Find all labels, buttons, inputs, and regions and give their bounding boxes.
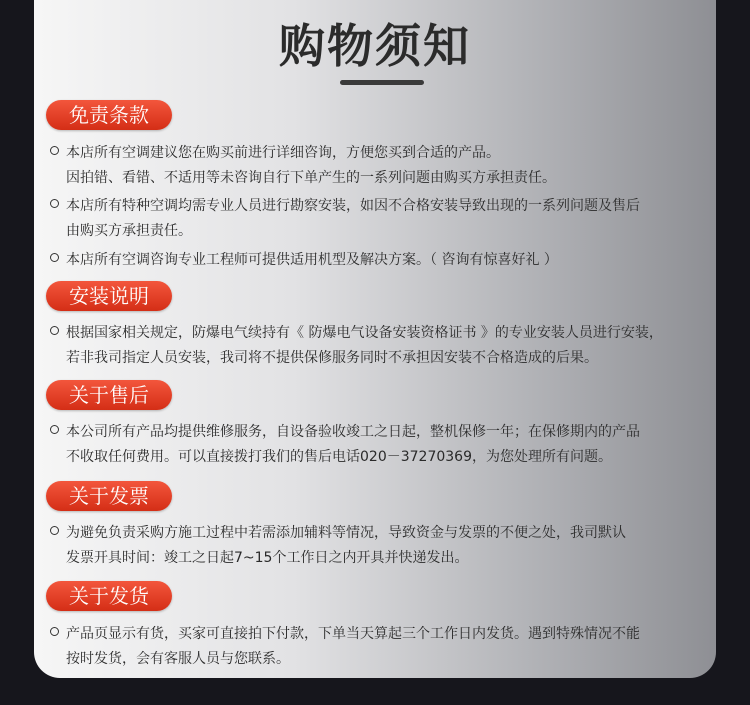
section-label-shipping: 关于发货 xyxy=(46,581,172,611)
section-label-disclaimer: 免责条款 xyxy=(46,100,172,130)
item-line: 产品页显示有货，买家可直接拍下付款，下单当天算起三个工作日内发货。遇到特殊情况不能 xyxy=(66,626,640,642)
item-line: 发票开具时间：竣工之日起7~15个工作日之内开具并快递发出。 xyxy=(66,550,469,566)
item-line: 根据国家相关规定，防爆电气续持有《 防爆电气设备安装资格证书 》的专业安装人员进行安装， xyxy=(66,325,663,341)
circle-bullet-icon xyxy=(50,146,59,155)
item-line: 因拍错、看错、不适用等未咨询自行下单产生的一系列问题由购买方承担责任。 xyxy=(66,170,556,186)
item-text xyxy=(66,321,663,371)
circle-bullet-icon xyxy=(50,425,59,434)
item-line: 由购买方承担责任。 xyxy=(66,223,192,239)
item-line: 不收取任何费用。可以直接拨打我们的售后电话020－37270369，为您处理所有问题。 xyxy=(66,449,612,465)
page-title: 购物须知 xyxy=(279,19,471,73)
item-line: 若非我司指定人员安装，我司将不提供保修服务同时不承担因安装不合格造成的后果。 xyxy=(66,350,598,366)
item-text xyxy=(66,141,556,191)
item-line: 为避免负责采购方施工过程中若需添加辅料等情况，导致资金与发票的不便之处，我司默认 xyxy=(66,525,626,541)
item-text xyxy=(66,420,640,470)
section-label-after-sales: 关于售后 xyxy=(46,380,172,410)
item-text xyxy=(66,521,626,571)
title-underline xyxy=(340,80,424,85)
item-text xyxy=(66,248,558,273)
circle-bullet-icon xyxy=(50,199,59,208)
notice-card xyxy=(34,0,716,678)
circle-bullet-icon xyxy=(50,253,59,262)
circle-bullet-icon xyxy=(50,326,59,335)
section-label-installation: 安装说明 xyxy=(46,281,172,311)
item-line: 本店所有空调建议您在购买前进行详细咨询，方便您买到合适的产品。 xyxy=(66,145,500,161)
item-text xyxy=(66,194,640,244)
item-line: 本店所有特种空调均需专业人员进行勘察安装，如因不合格安装导致出现的一系列问题及售后 xyxy=(66,198,640,214)
item-line: 本公司所有产品均提供维修服务，自设备验收竣工之日起，整机保修一年；在保修期内的产品 xyxy=(66,424,640,440)
item-line: 本店所有空调咨询专业工程师可提供适用机型及解决方案。（ 咨询有惊喜好礼 ） xyxy=(66,252,558,268)
item-text xyxy=(66,622,640,672)
item-line: 按时发货，会有客服人员与您联系。 xyxy=(66,651,290,667)
circle-bullet-icon xyxy=(50,526,59,535)
circle-bullet-icon xyxy=(50,627,59,636)
section-label-invoice: 关于发票 xyxy=(46,481,172,511)
